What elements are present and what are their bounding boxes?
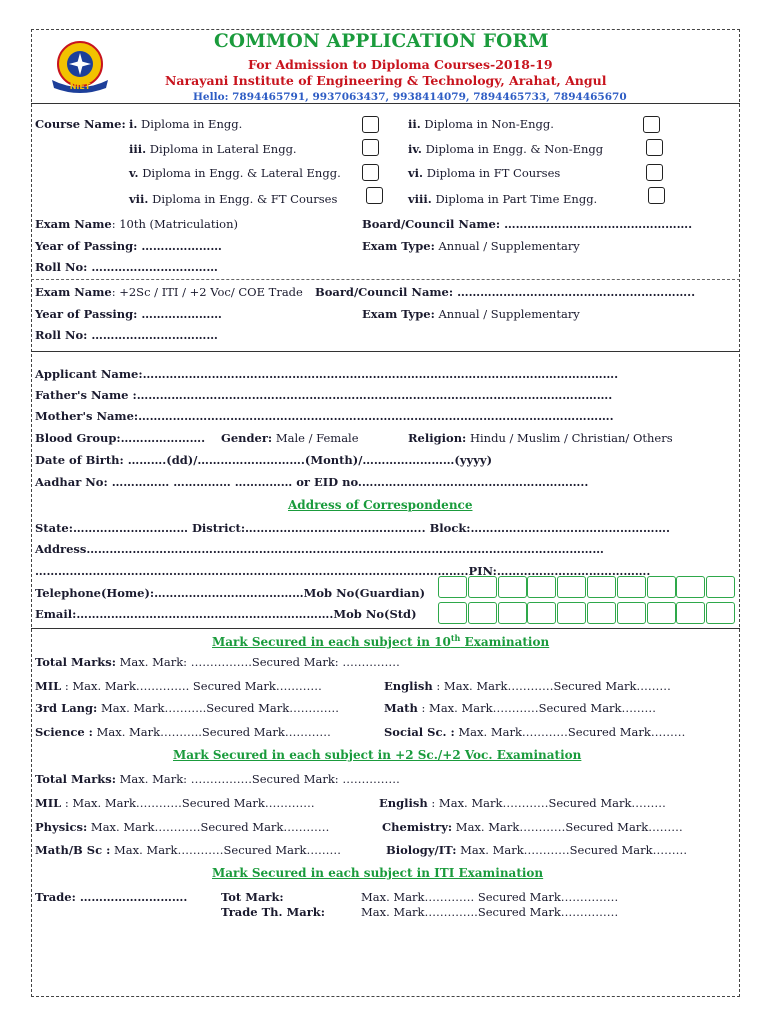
exam1-board[interactable]: Board/Council Name: ………………………………………….: [362, 217, 693, 231]
marks10-3rd-lang[interactable]: 3rd Lang: Max. Mark………..Secured Mark………….: [35, 701, 339, 715]
iti-tot-mark-field[interactable]: Max. Mark…………. Secured Mark……………: [361, 890, 619, 904]
iti-heading: Mark Secured in each subject in ITI Examination: [212, 866, 544, 880]
course-label: Course Name:: [35, 117, 126, 131]
blood-group-field[interactable]: Blood Group:………………….: [35, 431, 206, 445]
marks10-math[interactable]: Math : Max. Mark…………Secured Mark………: [384, 701, 657, 715]
course-checkbox-5[interactable]: [362, 164, 379, 181]
marks10-mil[interactable]: MIL : Max. Mark………….. Secured Mark…………: [35, 679, 322, 693]
divider: [31, 279, 740, 280]
email-field[interactable]: Email:………………………………………………………….Mob No(Std): [35, 607, 417, 621]
address-pin-field[interactable]: …………………………………………………………………………………………………..PIN:………………………………….: [35, 564, 651, 578]
father-name-field[interactable]: Father's Name :…………………………………………………………………………………………………………….: [35, 388, 613, 402]
institute-logo: [44, 36, 116, 96]
divider: [31, 351, 740, 352]
exam1-year[interactable]: Year of Passing: …………………: [35, 239, 222, 253]
telephone-field[interactable]: Telephone(Home):…………………………………Mob No(Guardian): [35, 586, 426, 600]
divider: [31, 103, 740, 104]
mob-guardian-digit-box[interactable]: [527, 576, 556, 598]
dob-field[interactable]: Date of Birth: ……….(dd)/……………………….(Month)/……………………(yyyy): [35, 453, 493, 467]
marks10-social[interactable]: Social Sc. : Max. Mark…………Secured Mark………: [384, 725, 686, 739]
course-checkbox-6[interactable]: [646, 164, 663, 181]
iti-trade-field[interactable]: Trade: ……………………….: [35, 890, 188, 904]
state-district-block-field[interactable]: State:………………………… District:……………………………………….. Block:…………………………………………….: [35, 521, 671, 535]
course-checkbox-4[interactable]: [646, 139, 663, 156]
marks12-physics[interactable]: Physics: Max. Mark…………Secured Mark…………: [35, 820, 330, 834]
mob-std-digit-box[interactable]: [647, 602, 676, 624]
exam1-type: Exam Type: Annual / Supplementary: [362, 239, 580, 253]
marks12-english[interactable]: English : Max. Mark…………Secured Mark………: [379, 796, 666, 810]
course-option-1: i. Diploma in Engg.: [129, 117, 243, 131]
form-title: COMMON APPLICATION FORM: [214, 31, 549, 52]
mob-guardian-digit-box[interactable]: [438, 576, 467, 598]
applicant-name-field[interactable]: Applicant Name:…………………………………………………………………………………………………………….: [35, 367, 619, 381]
course-checkbox-7[interactable]: [366, 187, 383, 204]
address-heading: Address of Correspondence: [288, 498, 473, 512]
divider: [31, 628, 740, 629]
marks12-heading: Mark Secured in each subject in +2 Sc./+2 Voc. Examination: [173, 748, 582, 762]
marks12-biology[interactable]: Biology/IT: Max. Mark…………Secured Mark………: [386, 843, 688, 857]
svg-text:NIET: NIET: [69, 82, 91, 91]
course-option-7: vii. Diploma in Engg. & FT Courses: [129, 192, 338, 206]
aadhar-field[interactable]: Aadhar No: …………… …………… …………… or EID no.…………………………………………………..: [35, 475, 589, 489]
mob-guardian-digit-box[interactable]: [468, 576, 497, 598]
exam2-type: Exam Type: Annual / Supplementary: [362, 307, 580, 321]
address-field[interactable]: Address………………………………………………………………………………………………………………………: [35, 542, 604, 556]
marks10-total[interactable]: Total Marks: Max. Mark: …………….Secured Mark: ……………: [35, 655, 400, 669]
mob-std-digit-box[interactable]: [498, 602, 527, 624]
course-option-6: vi. Diploma in FT Courses: [408, 166, 561, 180]
institute-name: Narayani Institute of Engineering & Technology, Arahat, Angul: [165, 73, 607, 88]
marks10-heading: Mark Secured in each subject in 10th Examination: [212, 633, 550, 649]
exam2-board[interactable]: Board/Council Name: ……………………………………………………..: [315, 285, 696, 299]
course-option-5: v. Diploma in Engg. & Lateral Engg.: [129, 166, 341, 180]
mob-std-digit-box[interactable]: [438, 602, 467, 624]
mob-guardian-digit-box[interactable]: [647, 576, 676, 598]
mob-guardian-digit-box[interactable]: [706, 576, 735, 598]
course-checkbox-8[interactable]: [648, 187, 665, 204]
mob-guardian-digit-box[interactable]: [557, 576, 586, 598]
mob-guardian-digit-box[interactable]: [587, 576, 616, 598]
mob-std-digit-box[interactable]: [468, 602, 497, 624]
exam2-year[interactable]: Year of Passing: …………………: [35, 307, 222, 321]
mob-guardian-digit-box[interactable]: [498, 576, 527, 598]
mob-std-digit-box[interactable]: [706, 602, 735, 624]
form-subtitle: For Admission to Diploma Courses-2018-19: [248, 57, 553, 72]
exam1-roll[interactable]: Roll No: ……………………………: [35, 260, 218, 274]
exam1-name[interactable]: Exam Name: 10th (Matriculation): [35, 217, 238, 231]
mob-std-digit-box[interactable]: [557, 602, 586, 624]
course-checkbox-3[interactable]: [362, 139, 379, 156]
marks10-english[interactable]: English : Max. Mark…………Secured Mark………: [384, 679, 671, 693]
mob-std-digit-box[interactable]: [676, 602, 705, 624]
exam2-name[interactable]: Exam Name: +2Sc / ITI / +2 Voc/ COE Trade: [35, 285, 303, 299]
marks12-mil[interactable]: MIL : Max. Mark…………Secured Mark………….: [35, 796, 315, 810]
mob-std-digit-box[interactable]: [587, 602, 616, 624]
mob-guardian-digit-box[interactable]: [676, 576, 705, 598]
marks10-science[interactable]: Science : Max. Mark………..Secured Mark…………: [35, 725, 331, 739]
hello-numbers: Hello: 7894465791, 9937063437, 9938414079, 7894465733, 7894465670: [193, 91, 627, 103]
course-option-4: iv. Diploma in Engg. & Non-Engg: [408, 142, 604, 156]
exam2-roll[interactable]: Roll No: ……………………………: [35, 328, 218, 342]
course-checkbox-2[interactable]: [643, 116, 660, 133]
mob-std-digit-box[interactable]: [527, 602, 556, 624]
course-option-2: ii. Diploma in Non-Engg.: [408, 117, 554, 131]
marks12-math[interactable]: Math/B Sc : Max. Mark…………Secured Mark………: [35, 843, 341, 857]
marks12-chemistry[interactable]: Chemistry: Max. Mark…………Secured Mark………: [382, 820, 683, 834]
marks12-total[interactable]: Total Marks: Max. Mark: …………….Secured Mark: ……………: [35, 772, 400, 786]
course-checkbox-1[interactable]: [362, 116, 379, 133]
religion-field[interactable]: Religion: Hindu / Muslim / Christian/ Others: [408, 431, 673, 445]
iti-trade-th-field[interactable]: Max. Mark…………..Secured Mark……………: [361, 905, 619, 919]
mother-name-field[interactable]: Mother's Name:…………………………………………………………………………………………………………….: [35, 409, 614, 423]
mob-std-digit-box[interactable]: [617, 602, 646, 624]
course-option-8: viii. Diploma in Part Time Engg.: [408, 192, 598, 206]
course-option-3: iii. Diploma in Lateral Engg.: [129, 142, 297, 156]
gender-field[interactable]: Gender: Male / Female: [221, 431, 359, 445]
mob-guardian-digit-box[interactable]: [617, 576, 646, 598]
iti-trade-th-label: Trade Th. Mark:: [221, 905, 325, 919]
iti-tot-mark-label: Tot Mark:: [221, 890, 284, 904]
